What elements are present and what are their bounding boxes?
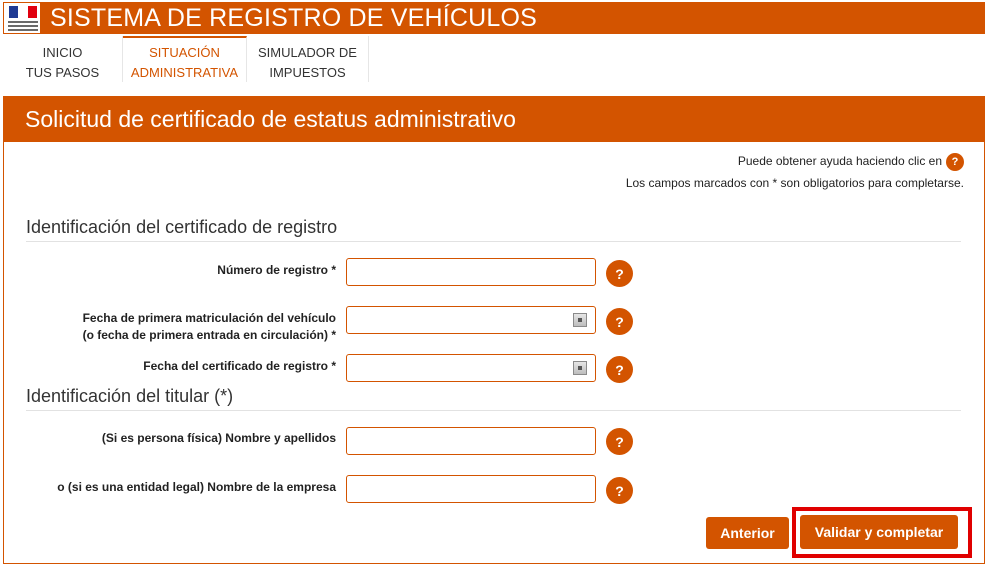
- first-registration-date-input[interactable]: [346, 306, 596, 334]
- company-name-label: o (si es una entidad legal) Nombre de la empresa: [57, 480, 336, 494]
- person-name-input[interactable]: [346, 427, 596, 455]
- help-icon[interactable]: ?: [946, 153, 964, 171]
- app-header: [3, 2, 985, 34]
- label-line1: Fecha de primera matriculación del vehículo: [82, 311, 336, 325]
- first-registration-date-label: [6, 310, 336, 344]
- calendar-icon[interactable]: [573, 313, 587, 327]
- tab-label-line2: TUS PASOS: [25, 65, 100, 80]
- first-registration-date-help-button[interactable]: ?: [606, 308, 633, 335]
- tab-label-line2: ADMINISTRATIVA: [130, 65, 239, 80]
- tab-inicio[interactable]: [3, 36, 123, 82]
- help-note: [626, 150, 964, 194]
- person-name-label: (Si es persona física) Nombre y apellidos: [101, 431, 336, 445]
- certificate-date-help-button[interactable]: ?: [606, 356, 633, 383]
- previous-button[interactable]: Anterior: [706, 517, 789, 549]
- tab-label-line2: IMPUESTOS: [269, 65, 346, 80]
- page-title: Solicitud de certificado de estatus administrativo: [3, 96, 985, 142]
- marianne-logo-icon: [3, 2, 41, 34]
- company-name-input[interactable]: [346, 475, 596, 503]
- person-name-help-button[interactable]: ?: [606, 428, 633, 455]
- registration-number-help-button[interactable]: ?: [606, 260, 633, 287]
- registration-number-label: Número de registro *: [217, 263, 336, 277]
- help-text: Puede obtener ayuda haciendo clic en: [737, 154, 942, 168]
- certificate-date-label: Fecha del certificado de registro *: [143, 359, 336, 373]
- tab-label-line1: INICIO: [42, 45, 83, 60]
- registration-number-input[interactable]: [346, 258, 596, 286]
- validate-complete-button[interactable]: Validar y completar: [800, 515, 958, 549]
- label-line2: (o fecha de primera entrada en circulación) *: [82, 328, 336, 342]
- certificate-date-picker: [346, 354, 596, 382]
- first-registration-date-picker: [346, 306, 596, 334]
- section-title-certificate: Identificación del certificado de registro: [26, 217, 961, 242]
- app-title: SISTEMA DE REGISTRO DE VEHÍCULOS: [50, 4, 538, 32]
- certificate-date-input[interactable]: [346, 354, 596, 382]
- section-title-holder: Identificación del titular (*): [26, 386, 961, 411]
- company-name-help-button[interactable]: ?: [606, 477, 633, 504]
- tab-label-line1: SIMULADOR DE: [258, 45, 357, 60]
- tab-situacion-administrativa[interactable]: [123, 36, 247, 82]
- required-note: Los campos marcados con * son obligatorios para completarse.: [625, 176, 964, 190]
- main-nav: [3, 36, 369, 82]
- calendar-icon[interactable]: [573, 361, 587, 375]
- tab-label-line1: SITUACIÓN: [149, 45, 220, 60]
- tab-simulador-impuestos[interactable]: [247, 36, 369, 82]
